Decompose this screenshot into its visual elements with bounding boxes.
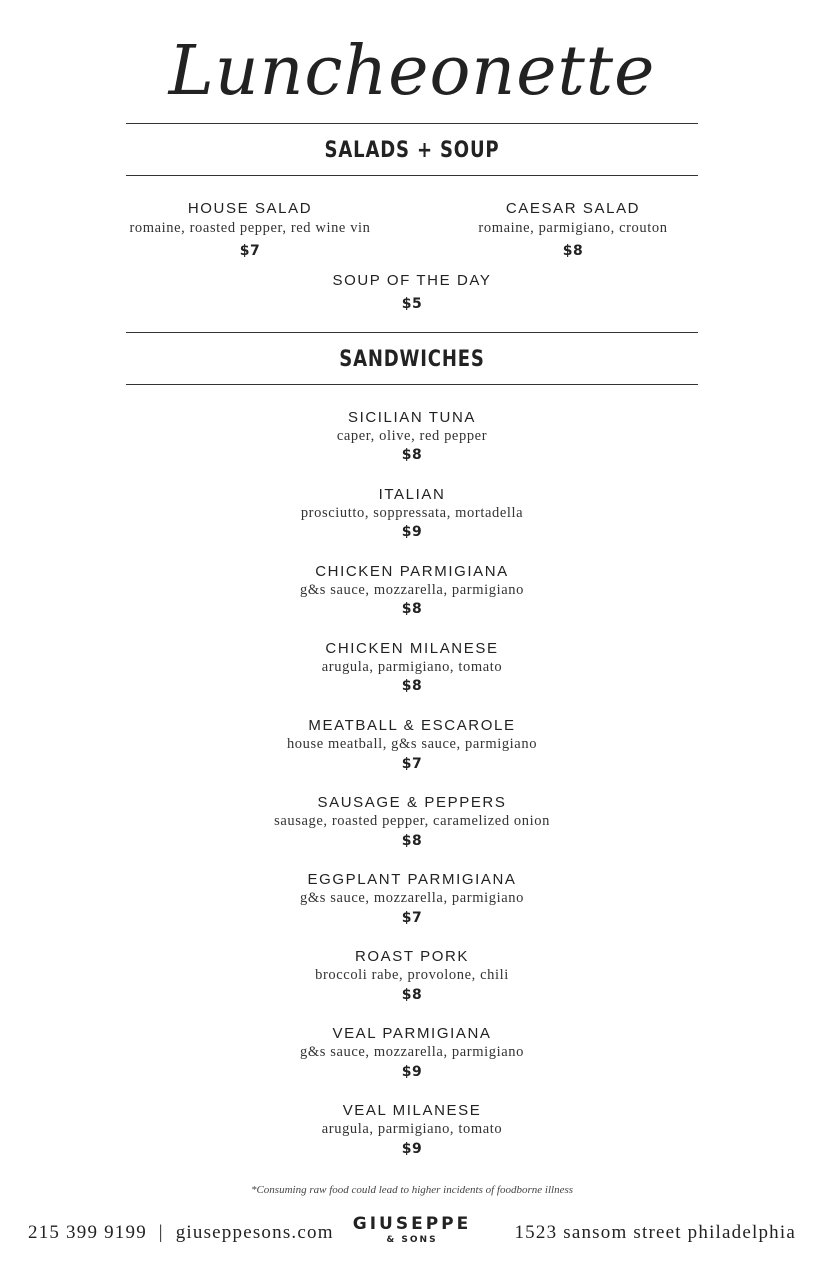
item-desc-caesar-salad: romaine, parmigiano, crouton (478, 220, 668, 236)
item-price-caesar-salad: $8 (562, 243, 584, 259)
divider (126, 332, 698, 333)
item-desc-italian: prosciutto, soppressata, mortadella (300, 505, 524, 521)
item-desc-meatball-escarole: house meatball, g&s sauce, parmigiano (286, 736, 538, 752)
item-name-sicilian-tuna: SICILIAN TUNA (347, 409, 477, 426)
item-desc-house-salad: romaine, roasted pepper, red wine vin (129, 220, 371, 236)
item-price-eggplant-parmigiana: $7 (401, 910, 423, 926)
item-price-italian: $9 (401, 524, 423, 540)
item-price-soup: $5 (401, 296, 423, 312)
item-name-eggplant-parmigiana: EGGPLANT PARMIGIANA (307, 871, 517, 888)
item-price-chicken-milanese: $8 (401, 678, 423, 694)
item-price-veal-parmigiana: $9 (401, 1064, 423, 1080)
item-name-chicken-milanese: CHICKEN MILANESE (325, 640, 499, 657)
item-name-italian: ITALIAN (378, 486, 446, 503)
giuseppe-sons-logo: GIUSEPPE (352, 1214, 472, 1234)
section-heading-salads-soup: SALADS + SOUP (324, 138, 500, 163)
raw-food-disclaimer: *Consuming raw food could lead to higher incidents of foodborne illness (250, 1184, 574, 1196)
item-name-meatball-escarole: MEATBALL & ESCAROLE (308, 717, 516, 734)
item-name-veal-milanese: VEAL MILANESE (342, 1102, 482, 1119)
footer-contact: 215 399 9199 | giuseppesons.com (28, 1222, 334, 1243)
item-name-sausage-peppers: SAUSAGE & PEPPERS (317, 794, 507, 811)
footer-address: 1523 sansom street philadelphia (514, 1222, 796, 1243)
item-name-chicken-parmigiana: CHICKEN PARMIGIANA (315, 563, 509, 580)
divider (126, 123, 698, 124)
item-desc-chicken-parmigiana: g&s sauce, mozzarella, parmigiano (300, 582, 524, 598)
item-desc-sausage-peppers: sausage, roasted pepper, caramelized onion (274, 813, 550, 829)
item-price-roast-pork: $8 (401, 987, 423, 1003)
item-desc-chicken-milanese: arugula, parmigiano, tomato (321, 659, 503, 675)
item-name-roast-pork: ROAST PORK (354, 948, 470, 965)
section-heading-sandwiches: SANDWICHES (339, 347, 485, 372)
item-name-soup: SOUP OF THE DAY (332, 272, 492, 289)
item-name-veal-parmigiana: VEAL PARMIGIANA (332, 1025, 492, 1042)
divider (126, 175, 698, 176)
item-name-house-salad: HOUSE SALAD (187, 200, 313, 217)
item-price-house-salad: $7 (239, 243, 261, 259)
item-desc-veal-milanese: arugula, parmigiano, tomato (321, 1121, 503, 1137)
item-price-sausage-peppers: $8 (401, 833, 423, 849)
item-desc-veal-parmigiana: g&s sauce, mozzarella, parmigiano (300, 1044, 524, 1060)
item-price-chicken-parmigiana: $8 (401, 601, 423, 617)
item-price-veal-milanese: $9 (401, 1141, 423, 1157)
item-price-sicilian-tuna: $8 (401, 447, 423, 463)
item-desc-roast-pork: broccoli rabe, provolone, chili (315, 967, 509, 983)
item-price-meatball-escarole: $7 (401, 756, 423, 772)
item-name-caesar-salad: CAESAR SALAD (505, 200, 641, 217)
divider (126, 384, 698, 385)
giuseppe-sons-logo-sub: & SONS (386, 1235, 438, 1245)
item-desc-eggplant-parmigiana: g&s sauce, mozzarella, parmigiano (300, 890, 524, 906)
item-desc-sicilian-tuna: caper, olive, red pepper (336, 428, 488, 444)
menu-title: Luncheonette (168, 32, 656, 111)
